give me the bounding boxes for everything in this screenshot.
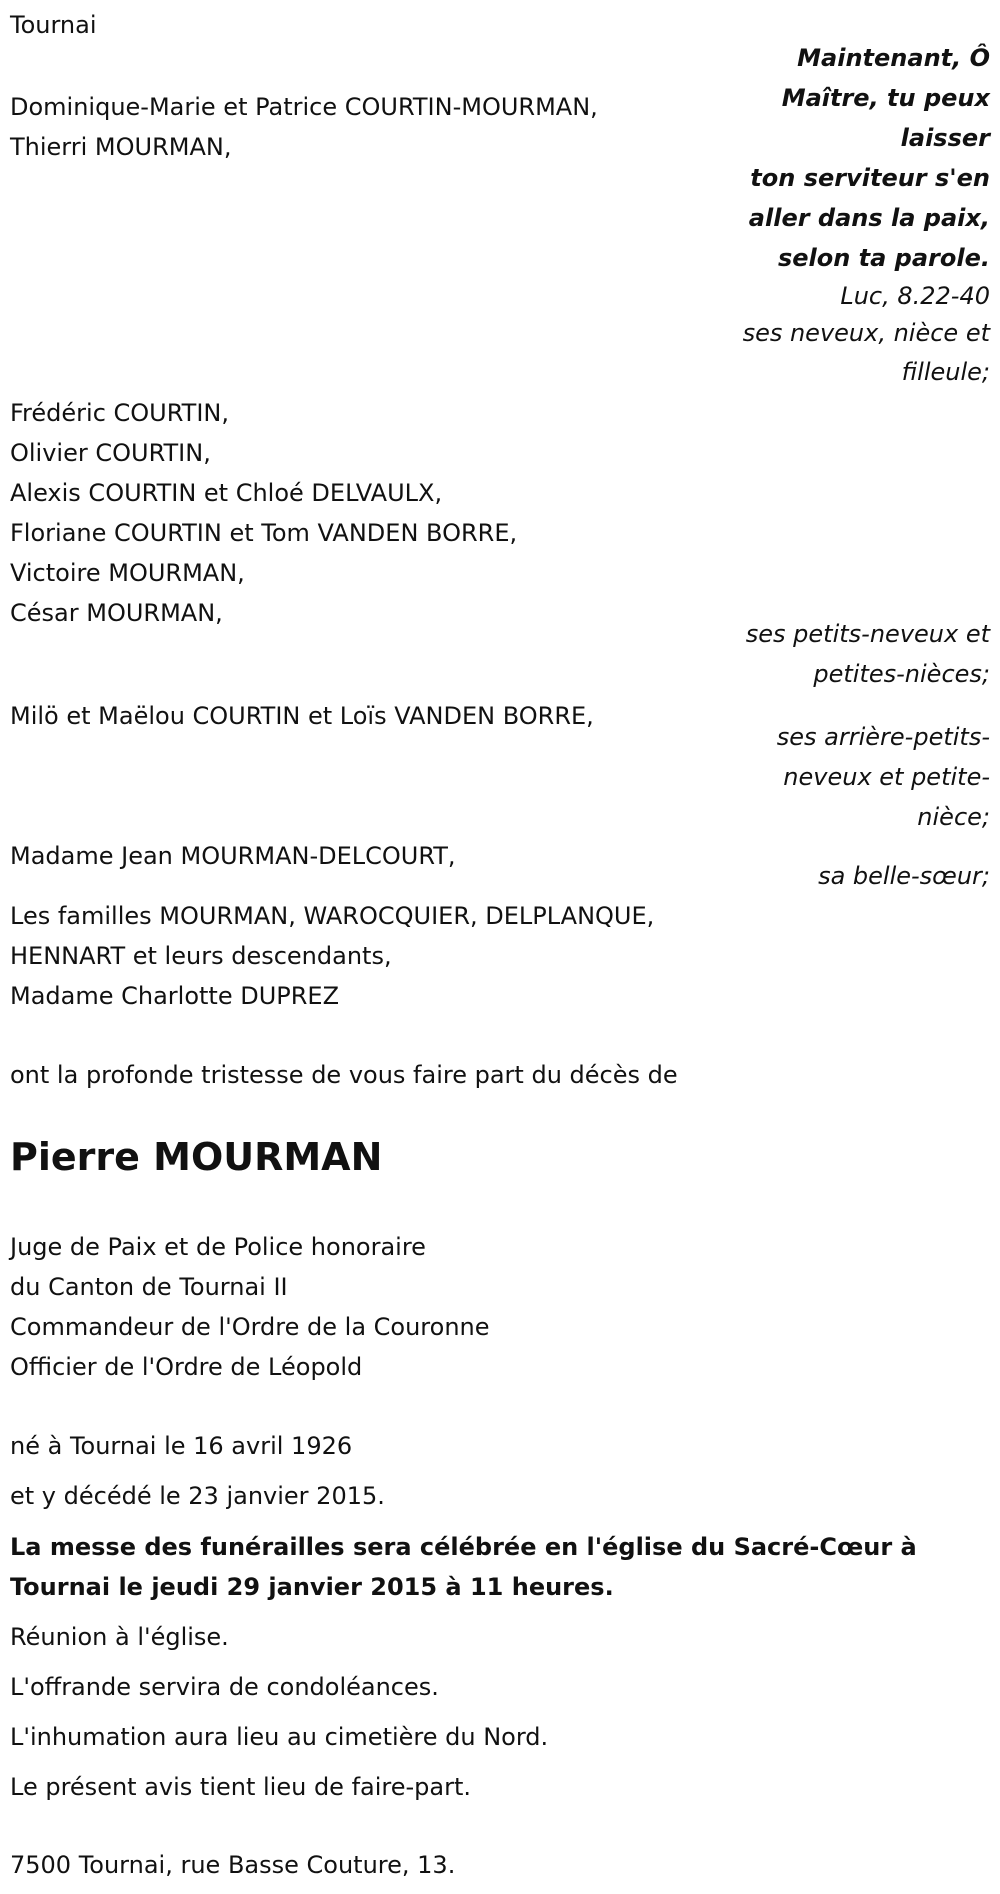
note-line: L'inhumation aura lieu au cimetière du Nord. <box>10 1723 549 1751</box>
family-line: Floriane COURTIN et Tom VANDEN BORRE, <box>10 519 518 547</box>
funeral-line: Tournai le jeudi 29 janvier 2015 à 11 heures. <box>10 1573 614 1601</box>
family-line: César MOURMAN, <box>10 599 223 627</box>
role-line: petites-nièces; <box>813 660 990 688</box>
role-line: ses petits-neveux et <box>745 620 990 648</box>
death-line: et y décédé le 23 janvier 2015. <box>10 1482 385 1510</box>
note-line: Réunion à l'église. <box>10 1623 229 1651</box>
role-line: neveux et petite- <box>783 763 990 791</box>
title-line: Juge de Paix et de Police honoraire <box>10 1233 426 1261</box>
birth-line: né à Tournai le 16 avril 1926 <box>10 1432 353 1460</box>
role-line: ses neveux, nièce et <box>742 319 990 347</box>
family-line: HENNART et leurs descendants, <box>10 942 392 970</box>
city-line: Tournai <box>10 11 97 39</box>
verse-line: Maintenant, Ô <box>797 44 990 72</box>
family-line: Milö et Maëlou COURTIN et Loïs VANDEN BORRE, <box>10 702 594 730</box>
verse-line: ton serviteur s'en <box>750 164 990 192</box>
family-line: Dominique-Marie et Patrice COURTIN-MOURMAN, <box>10 93 598 121</box>
address-line: 7500 Tournai, rue Basse Couture, 13. <box>10 1851 456 1879</box>
family-line: Frédéric COURTIN, <box>10 399 229 427</box>
verse-line: Maître, tu peux <box>781 84 990 112</box>
title-line: Commandeur de l'Ordre de la Couronne <box>10 1313 490 1341</box>
verse-line: selon ta parole. <box>777 244 990 272</box>
verse-line: aller dans la paix, <box>748 204 990 232</box>
family-line: Les familles MOURMAN, WAROCQUIER, DELPLANQUE, <box>10 902 655 930</box>
verse-line: laisser <box>900 124 990 152</box>
family-line: Victoire MOURMAN, <box>10 559 245 587</box>
family-line: Olivier COURTIN, <box>10 439 211 467</box>
note-line: L'offrande servira de condoléances. <box>10 1673 439 1701</box>
family-line: Thierri MOURMAN, <box>10 133 232 161</box>
note-line: Le présent avis tient lieu de faire-part. <box>10 1773 472 1801</box>
role-line: sa belle-sœur; <box>818 862 990 890</box>
verse-reference: Luc, 8.22-40 <box>840 282 990 310</box>
family-line: Alexis COURTIN et Chloé DELVAULX, <box>10 479 443 507</box>
title-line: Officier de l'Ordre de Léopold <box>10 1353 363 1381</box>
role-line: filleule; <box>901 358 990 386</box>
deceased-name: Pierre MOURMAN <box>10 1135 383 1179</box>
family-line: Madame Jean MOURMAN-DELCOURT, <box>10 842 456 870</box>
funeral-line: La messe des funérailles sera célébrée en l'église du Sacré-Cœur à <box>10 1533 917 1561</box>
title-line: du Canton de Tournai II <box>10 1273 288 1301</box>
family-line: Madame Charlotte DUPREZ <box>10 982 340 1010</box>
role-line: ses arrière-petits- <box>776 723 990 751</box>
role-line: nièce; <box>917 803 990 831</box>
announcement: ont la profonde tristesse de vous faire part du décès de <box>10 1061 678 1089</box>
